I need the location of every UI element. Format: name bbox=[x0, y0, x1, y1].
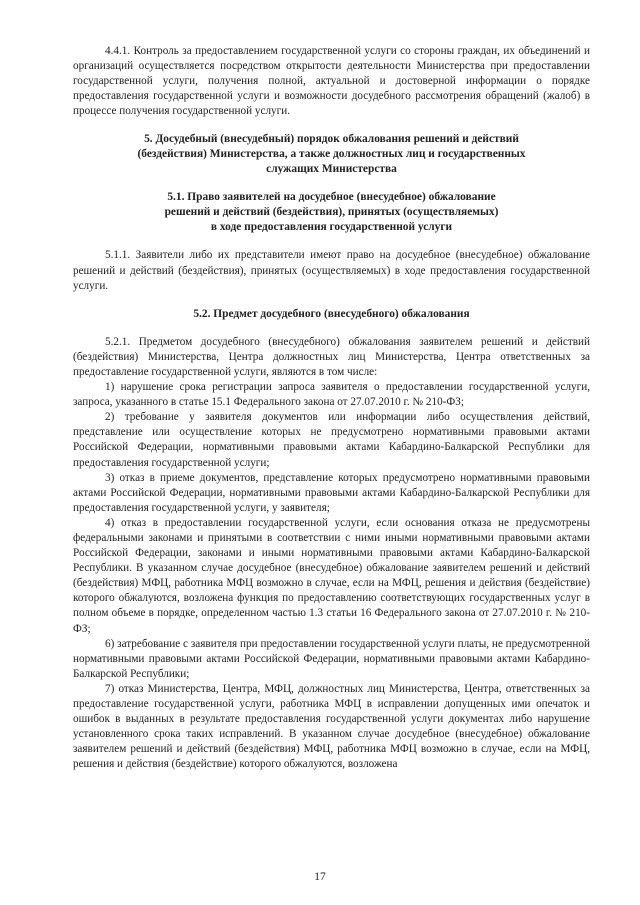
list-item-4: 4) отказ в предоставлении государственной услуги, если основания отказа не предусмотрены федеральными законами и принятыми в соответствии с ними иными нормативными правовыми актами Российской Федерации, законами и иными нормативными правовыми актами Кабардино-Балкарской Республики. В указанном случае досудебное (внесудебное) обжалование заявителем решений и действий (бездействия) МФЦ, работника МФЦ возможно в случае, если на МФЦ, решения и действия (бездействие) которого обжалуются, возложена функция по предоставлению соответствующих государственных услуг в полном объеме в порядке, определенном частью 1.3 статьи 16 Федерального закона от 27.07.2010 г. № 210-ФЗ; bbox=[73, 516, 590, 635]
section-5-heading-line-1: 5. Досудебный (внесудебный) порядок обжалования решений и действий bbox=[144, 133, 519, 146]
list-item-3: 3) отказ в приеме документов, представление которых предусмотрено нормативными правовыми актами Российской Федерации, нормативными правовыми актами Кабардино-Балкарской Республики для предоставления государственной услуги, у заявителя; bbox=[73, 471, 590, 514]
list-item-6: 6) затребование с заявителя при предоставлении государственной услуги платы, не предусмотренной нормативными правовыми актами Российской Федерации, нормативными правовыми актами Кабардино-Балкарской Республики; bbox=[73, 637, 590, 680]
section-5-1-heading bbox=[73, 190, 590, 235]
list-item-1: 1) нарушение срока регистрации запроса заявителя о предоставлении государственной услуги, запроса, указанного в статье 15.1 Федерального закона от 27.07.2010 г. № 210-ФЗ; bbox=[73, 381, 590, 409]
section-5-heading-line-2: (бездействия) Министерства, а также должностных лиц и государственных bbox=[137, 148, 526, 161]
section-5-1-heading-line-1: 5.1. Право заявителей на досудебное (внесудебное) обжалование bbox=[167, 191, 496, 204]
paragraph-5-1-1: 5.1.1. Заявители либо их представители имеют право на досудебное (внесудебное) обжалование решений и действий (бездействия), принятых (осуществляемых) в ходе предоставления государственной услуги. bbox=[73, 249, 590, 292]
section-5-heading bbox=[73, 132, 590, 177]
section-5-2-heading: 5.2. Предмет досудебного (внесудебного) обжалования bbox=[193, 307, 470, 320]
list-item-2: 2) требование у заявителя документов или информации либо осуществления действий, представление или осуществление которых не предусмотрено нормативными правовыми актами Российской Федерации, нормативными правовыми актами Кабардино-Балкарской Республики для предоставления государственной услуги; bbox=[73, 411, 590, 469]
paragraph-5-2-1: 5.2.1. Предметом досудебного (внесудебного) обжалования заявителем решений и действий (бездействия) Министерства, Центра должностных лиц Министерства, Центра ответственных за предоставление государственной услуги, являются в том числе: bbox=[73, 335, 590, 378]
page-number: 17 bbox=[314, 871, 326, 883]
paragraph-4-4-1: 4.4.1. Контроль за предоставлением государственной услуги со стороны граждан, их объединений и организаций осуществляется посредством открытости деятельности Министерства при предоставлении государственной услуги, получения полной, актуальной и достоверной информации о порядке предоставления государственной услуги и возможности досудебного рассмотрения обращений (жалоб) в процессе получения государственной услуги. bbox=[73, 45, 590, 118]
section-5-heading-line-3: служащих Министерства bbox=[266, 163, 397, 176]
section-5-1-heading-line-3: в ходе предоставления государственной услуги bbox=[210, 221, 453, 234]
section-5-1-heading-line-2: решений и действий (бездействия), принятых (осуществляемых) bbox=[164, 206, 499, 219]
list-item-7: 7) отказ Министерства, Центра, МФЦ, должностных лиц Министерства, Центра, ответственных за предоставление государственной услуги, работника МФЦ в исправлении допущенных ими опечаток и ошибок в выданных в результате предоставления государственной услуги документах либо нарушение установленного срока таких исправлений. В указанном случае досудебное (внесудебное) обжалование заявителем решений и действий (бездействия) МФЦ, работника МФЦ возможно в случае, если на МФЦ, решения и действия (бездействие) которого обжалуются, возложена bbox=[73, 682, 590, 771]
